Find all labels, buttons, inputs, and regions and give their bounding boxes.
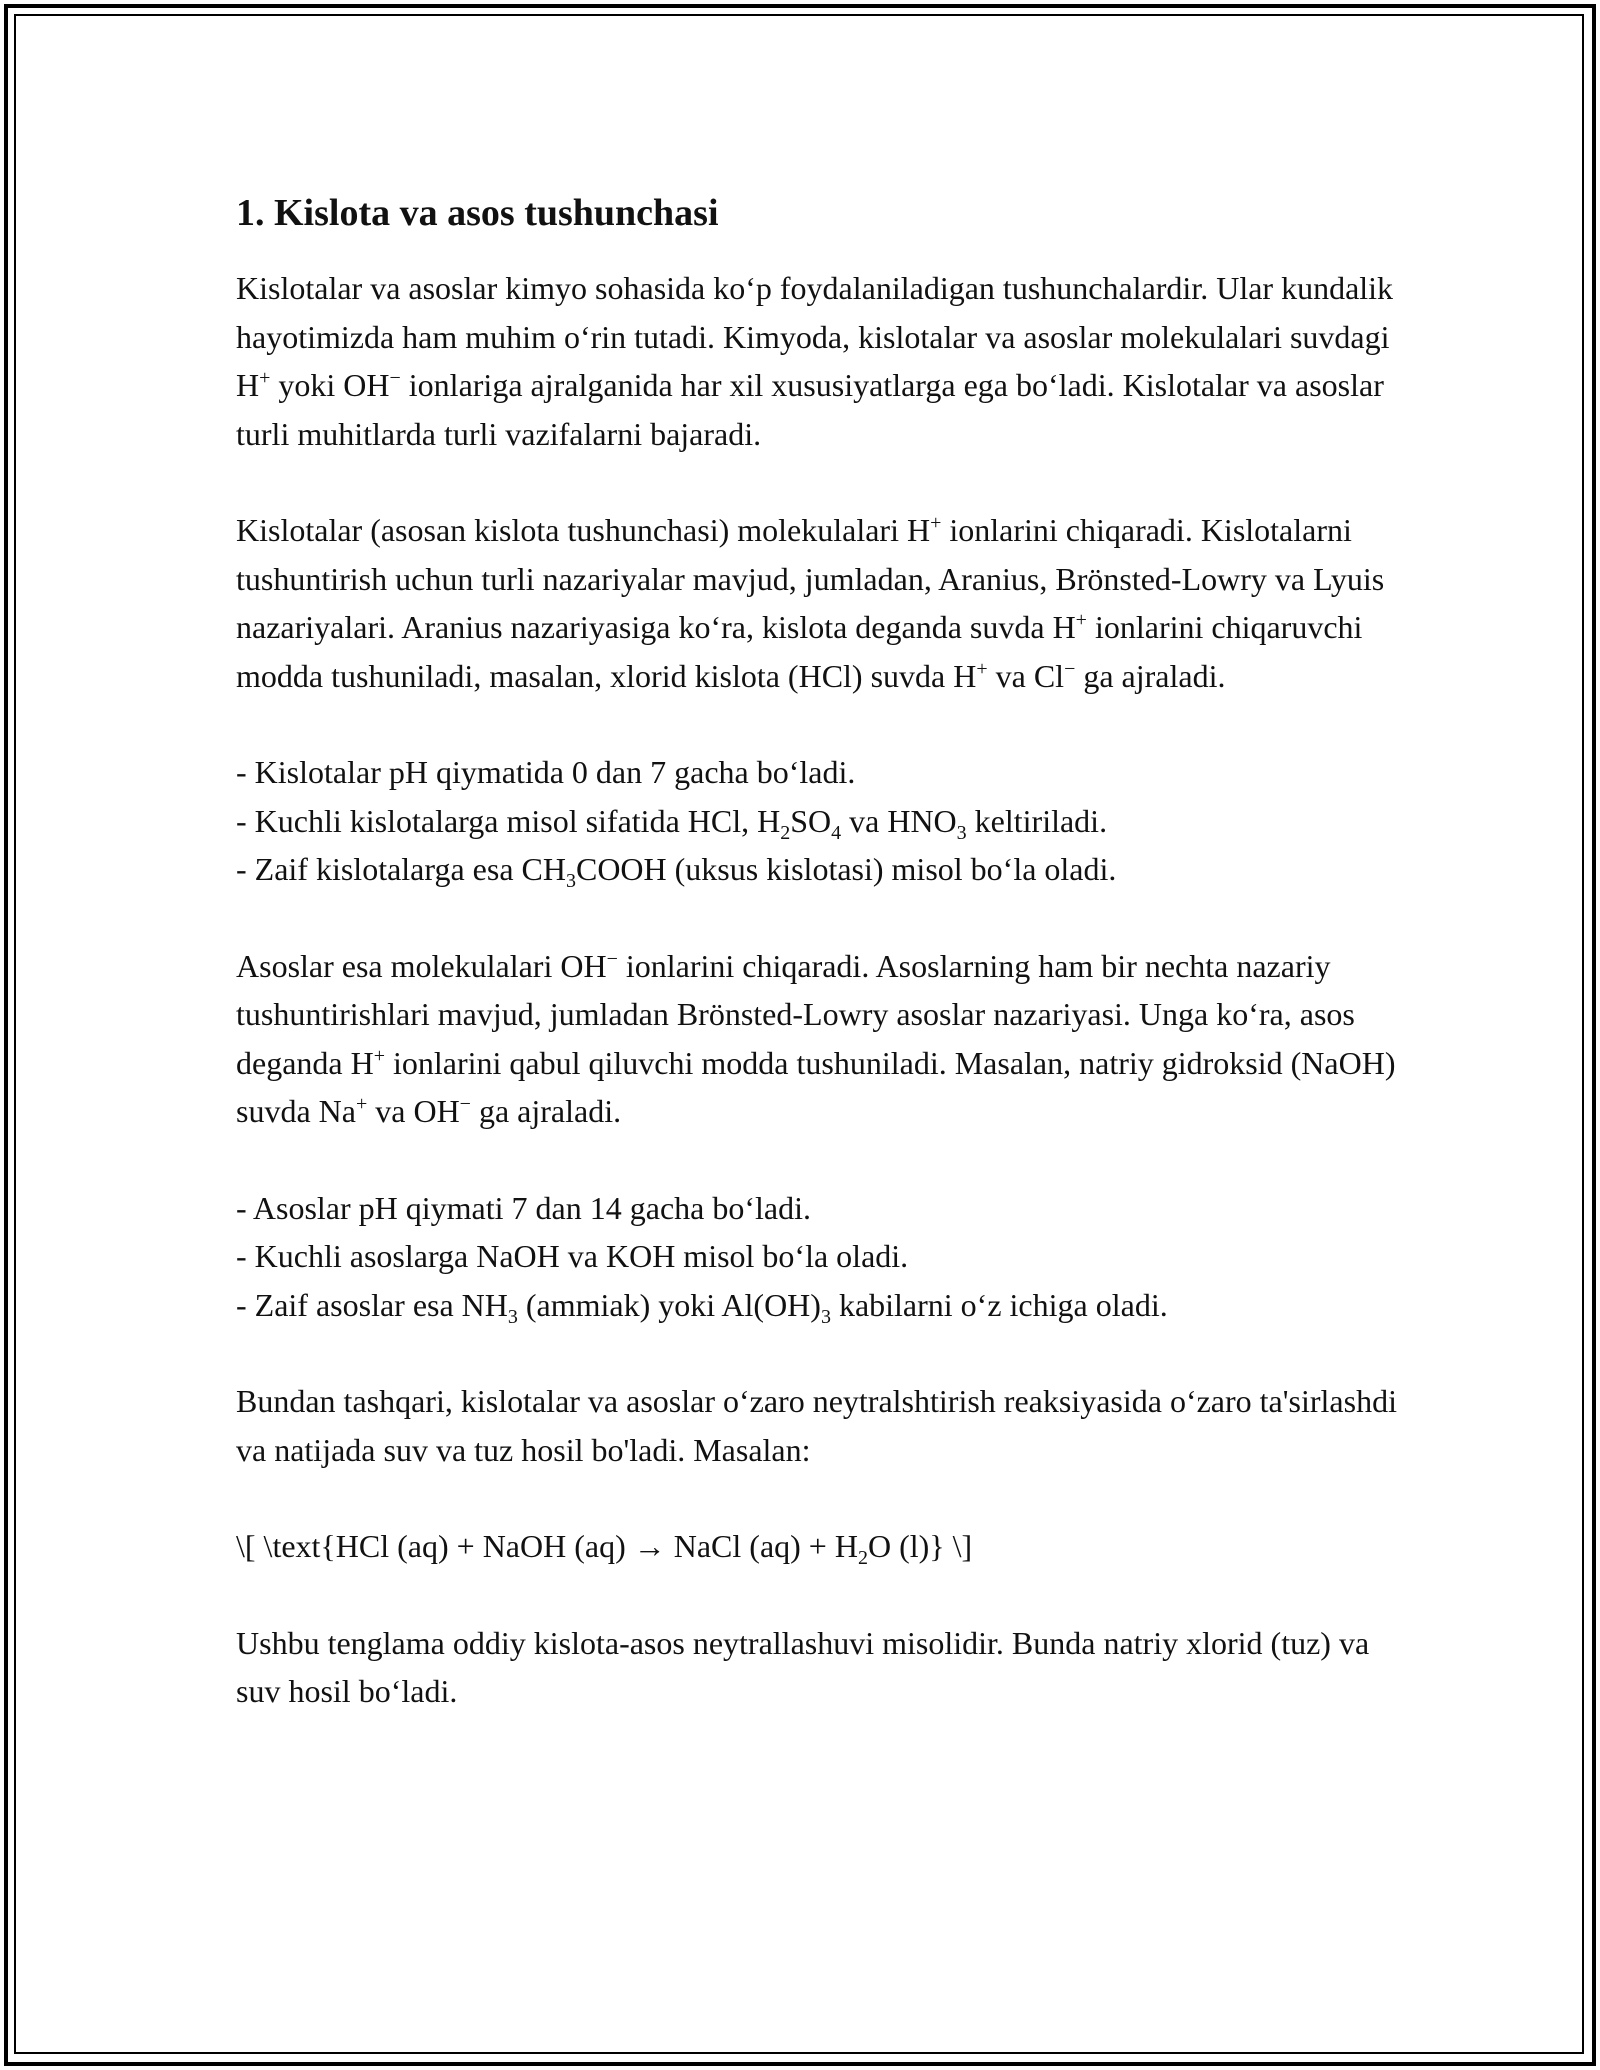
list-item <box>236 845 1416 894</box>
text: Kislotalar (asosan kislota tushunchasi) molekulalari H <box>236 512 931 548</box>
text: kabilarni o‘z ichiga oladi. <box>830 1286 1168 1323</box>
superscript: − <box>606 947 618 970</box>
superscript: + <box>976 657 988 680</box>
superscript: + <box>373 1044 385 1067</box>
base-list <box>236 1184 1416 1330</box>
text: ionlarini chiqaruvchi modda tushuniladi, masalan, xlorid kislota (HCl) suvda H <box>236 609 1363 694</box>
list-item: - Asoslar pH qiymati 7 dan 14 gacha bo‘ladi. <box>236 1189 811 1226</box>
text: O (l)} \] <box>867 1528 973 1564</box>
text: - Kuchli kislotalarga misol sifatida HCl, H <box>236 802 781 839</box>
superscript: + <box>355 1093 368 1115</box>
list-item <box>236 797 1416 846</box>
superscript: + <box>930 512 942 534</box>
superscript: + <box>1075 609 1087 631</box>
text: ga ajraladi. <box>470 1093 622 1129</box>
text: Kislotalar va asoslar kimyo sohasida ko‘p foydalaniladigan tushunchalardir. Ular kundalik hayotimizda ham muhim o‘rin tutadi. Kimyoda, kislotalar va asoslar molekulalari suvdagi H <box>236 270 1394 403</box>
section-heading: 1. Kislota va asos tushunchasi <box>236 192 719 234</box>
text: va Cl <box>987 657 1065 694</box>
subscript: 3 <box>820 1305 831 1328</box>
superscript: − <box>1064 657 1076 680</box>
text: ionlarini qabul qiluvchi modda tushuniladi. Masalan, natriy gidroksid (NaOH) suvda Na <box>236 1044 1396 1129</box>
text: \[ \text{HCl (aq) + NaOH (aq) → NaCl (aq) + H <box>236 1528 858 1564</box>
list-item: - Kislotalar pH qiymatida 0 dan 7 gacha bo‘ladi. <box>236 754 856 790</box>
subscript: 3 <box>507 1305 518 1328</box>
text: ionlarini chiqaradi. Kislotalarni tushuntirish uchun turli nazariyalar mavjud, jumladan, Aranius, Brönsted-Lowry va Lyuis nazariyalari. Aranius nazariyasiga ko‘ra, kislota deganda suvda H <box>236 512 1385 645</box>
list-item <box>236 1281 1416 1330</box>
text: SO <box>790 802 832 839</box>
document-body <box>236 186 1416 1716</box>
paragraph-conclusion: Ushbu tenglama oddiy kislota-asos neytrallashuvi misolidir. Bunda natriy xlorid (tuz) va suv hosil bo‘ladi. <box>236 1624 1370 1709</box>
text: - Zaif asoslar esa NH <box>236 1286 508 1323</box>
paragraph-bases <box>236 942 1416 1136</box>
text: va OH <box>367 1093 460 1129</box>
text: ga ajraladi. <box>1075 657 1226 694</box>
list-item: - Kuchli asoslarga NaOH va KOH misol bo‘la oladi. <box>236 1238 909 1274</box>
text: keltiriladi. <box>966 802 1108 839</box>
paragraph-intro <box>236 264 1416 458</box>
subscript: 3 <box>565 870 576 892</box>
text: (ammiak) yoki Al(OH) <box>517 1286 821 1323</box>
equation <box>236 1522 1416 1571</box>
subscript: 2 <box>780 821 791 844</box>
text: COOH (uksus kislotasi) misol bo‘la oladi. <box>575 851 1117 887</box>
subscript: 2 <box>857 1547 868 1569</box>
text: yoki OH <box>270 367 390 403</box>
text: va HNO <box>841 802 957 839</box>
superscript: + <box>259 367 271 389</box>
subscript: 4 <box>831 821 842 844</box>
subscript: 3 <box>956 821 967 844</box>
text: ionlariga ajralganida har xil xususiyatlarga ega bo‘ladi. Kislotalar va asoslar turli muhitlarda turli vazifalarni bajaradi. <box>236 367 1384 452</box>
text: Asoslar esa molekulalari OH <box>236 947 607 984</box>
paragraph-acids <box>236 506 1416 700</box>
text: - Zaif kislotalarga esa CH <box>236 851 566 887</box>
superscript: − <box>389 367 401 389</box>
acid-list <box>236 748 1416 894</box>
paragraph-neutralization: Bundan tashqari, kislotalar va asoslar o‘zaro neytralshtirish reaksiyasida o‘zaro ta'sirlashdi va natijada suv va tuz hosil bo'ladi. Masalan: <box>236 1383 1397 1468</box>
text: ionlarini chiqaradi. Asoslarning ham bir nechta nazariy tushuntirishlari mavjud, jumladan Brönsted-Lowry asoslar nazariyasi. Unga ko‘ra, asos deganda H <box>236 947 1355 1081</box>
superscript: − <box>459 1093 471 1115</box>
